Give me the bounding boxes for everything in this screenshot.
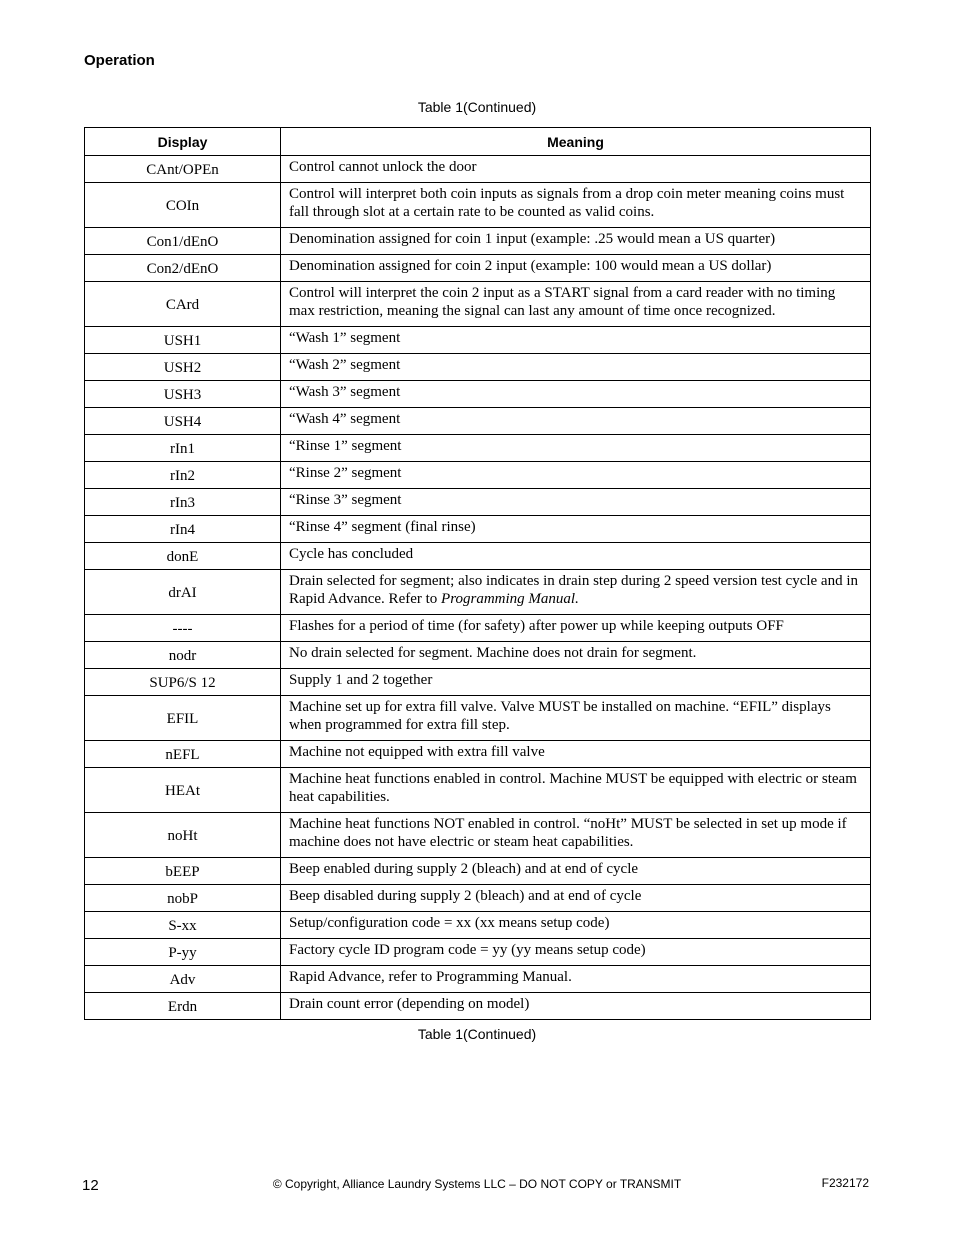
display-code-cell: CAnt/OPEn [85, 156, 281, 183]
display-code-cell: HEAt [85, 768, 281, 813]
meaning-cell [281, 327, 871, 354]
table-caption-top: Table 1(Continued) [417, 99, 537, 115]
meaning-cell [281, 615, 871, 642]
table-row [85, 156, 871, 183]
meaning-text: Beep disabled during supply 2 (bleach) and at end of cycle [289, 888, 642, 904]
meaning-text: Beep enabled during supply 2 (bleach) and at end of cycle [289, 861, 639, 877]
meaning-text: Factory cycle ID program code = yy (yy means setup code) [289, 942, 646, 958]
table-row [85, 570, 871, 615]
table-row [85, 768, 871, 813]
meaning-cell [281, 570, 871, 615]
meaning-text: No drain selected for segment. Machine does not drain for segment. [289, 645, 697, 661]
table-row [85, 228, 871, 255]
display-code-cell: USH1 [85, 327, 281, 354]
meaning-text: Drain count error (depending on model) [289, 996, 530, 1012]
table-row [85, 282, 871, 327]
meaning-text: Machine set up for extra fill valve. Valve MUST be installed on machine. “EFIL” displays when programmed for extra fill step. [289, 699, 831, 733]
meaning-text: “Wash 4” segment [289, 411, 401, 427]
table-header-row [85, 128, 871, 156]
display-code-cell: Adv [85, 966, 281, 993]
table-row [85, 255, 871, 282]
table-row [85, 741, 871, 768]
display-code-cell: CArd [85, 282, 281, 327]
display-code-cell: rIn4 [85, 516, 281, 543]
meaning-cell [281, 156, 871, 183]
meaning-text: Cycle has concluded [289, 546, 414, 562]
meaning-italic-text: Programming Manual. [441, 591, 579, 607]
meaning-text: Control cannot unlock the door [289, 159, 477, 175]
display-code-cell: nobP [85, 885, 281, 912]
meaning-text: Machine heat functions enabled in control. Machine MUST be equipped with electric or steam heat capabilities. [289, 771, 857, 805]
meaning-text: Rapid Advance, refer to Programming Manual. [289, 969, 572, 985]
column-header-meaning: Meaning [281, 128, 871, 156]
display-code-cell: EFIL [85, 696, 281, 741]
meaning-text: “Wash 2” segment [289, 357, 401, 373]
display-code-cell: SUP6/S 12 [85, 669, 281, 696]
meaning-cell [281, 966, 871, 993]
table-row [85, 696, 871, 741]
display-code-cell: bEEP [85, 858, 281, 885]
display-code-cell: drAI [85, 570, 281, 615]
meaning-text: “Wash 3” segment [289, 384, 401, 400]
meaning-text: Denomination assigned for coin 1 input (example: .25 would mean a US quarter) [289, 231, 776, 247]
meaning-text: Flashes for a period of time (for safety) after power up while keeping outputs OFF [289, 618, 784, 634]
table-row [85, 354, 871, 381]
meaning-cell [281, 462, 871, 489]
table-row [85, 516, 871, 543]
display-code-cell: Con2/dEnO [85, 255, 281, 282]
display-code-cell: USH4 [85, 408, 281, 435]
table-row [85, 408, 871, 435]
meaning-cell [281, 282, 871, 327]
table-row [85, 642, 871, 669]
table-row [85, 912, 871, 939]
display-code-cell: noHt [85, 813, 281, 858]
table-caption-bottom: Table 1(Continued) [417, 1026, 537, 1042]
meaning-text: Control will interpret both coin inputs as signals from a drop coin meter meaning coins must fall through slot at a certain rate to be counted as valid coins. [289, 186, 845, 220]
meaning-cell [281, 858, 871, 885]
meaning-cell [281, 381, 871, 408]
table-row [85, 615, 871, 642]
meaning-cell [281, 255, 871, 282]
page-number: 12 [82, 1177, 99, 1194]
meaning-cell [281, 435, 871, 462]
meaning-cell [281, 741, 871, 768]
display-code-cell: Erdn [85, 993, 281, 1020]
table-row [85, 858, 871, 885]
meaning-cell [281, 768, 871, 813]
display-code-cell: USH2 [85, 354, 281, 381]
table-row [85, 966, 871, 993]
table-row [85, 327, 871, 354]
meaning-cell [281, 993, 871, 1020]
table-row [85, 993, 871, 1020]
table-row [85, 183, 871, 228]
meaning-text: “Wash 1” segment [289, 330, 401, 346]
meaning-text: “Rinse 2” segment [289, 465, 402, 481]
meaning-cell [281, 813, 871, 858]
meaning-text: Drain selected for segment; also indicates in drain step during 2 speed version test cycle and in Rapid Advance. Refer to [289, 573, 858, 607]
display-code-cell: rIn2 [85, 462, 281, 489]
meaning-cell [281, 516, 871, 543]
document-number: F232172 [821, 1176, 869, 1190]
meaning-text: “Rinse 1” segment [289, 438, 402, 454]
display-codes-table [84, 127, 871, 1020]
display-code-cell: rIn3 [85, 489, 281, 516]
table-row [85, 381, 871, 408]
table-row [85, 939, 871, 966]
meaning-text: Machine heat functions NOT enabled in control. “noHt” MUST be selected in set up mode if machine does not have electric or steam heat capabilities. [289, 816, 847, 850]
table-body [85, 156, 871, 1020]
meaning-cell [281, 228, 871, 255]
table-row [85, 489, 871, 516]
meaning-cell [281, 489, 871, 516]
meaning-text: Control will interpret the coin 2 input as a START signal from a card reader with no timing max restriction, meaning the signal can last any amount of time once recognized. [289, 285, 836, 319]
meaning-text: “Rinse 3” segment [289, 492, 402, 508]
display-code-cell: donE [85, 543, 281, 570]
meaning-text: “Rinse 4” segment (final rinse) [289, 519, 476, 535]
table-row [85, 543, 871, 570]
meaning-cell [281, 669, 871, 696]
meaning-text: Machine not equipped with extra fill valve [289, 744, 545, 760]
table-row [85, 435, 871, 462]
display-code-cell: USH3 [85, 381, 281, 408]
display-code-cell: ---- [85, 615, 281, 642]
meaning-cell [281, 939, 871, 966]
meaning-cell [281, 696, 871, 741]
display-code-cell: COIn [85, 183, 281, 228]
copyright-notice: © Copyright, Alliance Laundry Systems LLC – DO NOT COPY or TRANSMIT [272, 1177, 682, 1191]
display-code-cell: P-yy [85, 939, 281, 966]
table-row [85, 669, 871, 696]
column-header-display: Display [85, 128, 281, 156]
table-row [85, 813, 871, 858]
meaning-text: Denomination assigned for coin 2 input (example: 100 would mean a US dollar) [289, 258, 772, 274]
meaning-cell [281, 885, 871, 912]
meaning-text: Setup/configuration code = xx (xx means setup code) [289, 915, 610, 931]
meaning-cell [281, 408, 871, 435]
display-code-cell: S-xx [85, 912, 281, 939]
meaning-cell [281, 183, 871, 228]
table-row [85, 885, 871, 912]
section-header: Operation [84, 52, 155, 69]
display-code-cell: nEFL [85, 741, 281, 768]
meaning-cell [281, 543, 871, 570]
meaning-text: Supply 1 and 2 together [289, 672, 433, 688]
meaning-cell [281, 642, 871, 669]
meaning-cell [281, 354, 871, 381]
meaning-cell [281, 912, 871, 939]
display-code-cell: nodr [85, 642, 281, 669]
display-code-cell: rIn1 [85, 435, 281, 462]
display-code-cell: Con1/dEnO [85, 228, 281, 255]
table-row [85, 462, 871, 489]
